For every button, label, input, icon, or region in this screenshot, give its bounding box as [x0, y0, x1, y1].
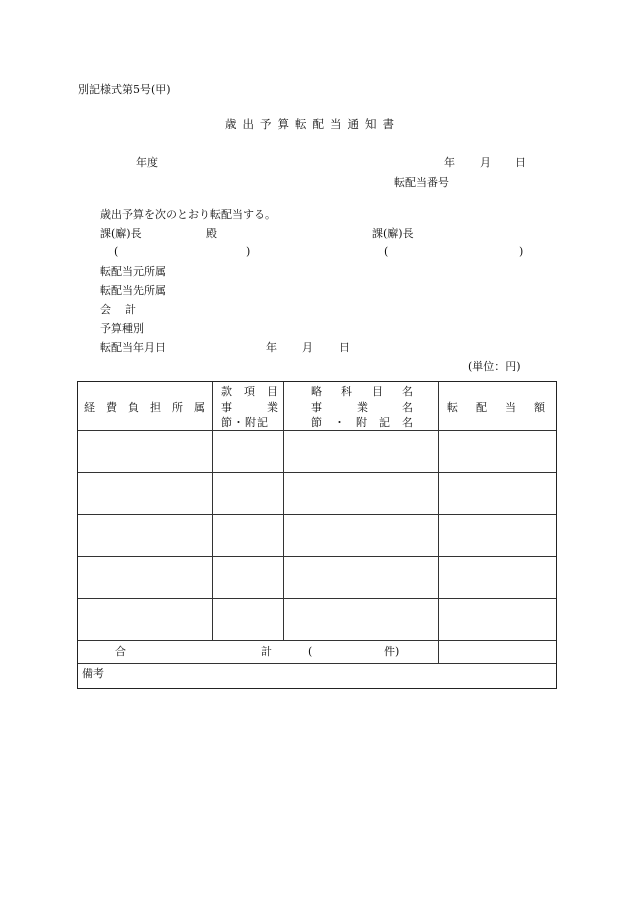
col2-row2-char: 事: [221, 401, 232, 414]
left-paren-open: (: [114, 245, 119, 258]
allotment-month-label: 月: [302, 341, 313, 354]
col1-char: 所: [172, 401, 183, 414]
fiscal-year-label: 年度: [136, 156, 158, 169]
intro-text: 歳出予算を次のとおり転配当する。: [100, 208, 276, 221]
col3-row2-char: 事: [311, 401, 322, 414]
col2-row1-char: 項: [244, 385, 255, 398]
remarks-label: 備考: [82, 667, 104, 680]
col4-char: 転: [447, 401, 458, 414]
row-divider-3: [78, 556, 556, 557]
col3-row2-char: 業: [357, 401, 368, 414]
col-divider-1: [212, 382, 213, 640]
col3-row3-char: 附: [356, 416, 367, 429]
left-paren-close: ): [246, 245, 251, 258]
col3-row2-char: 名: [402, 401, 413, 414]
date-day-label: 日: [515, 156, 526, 169]
col4-char: 当: [505, 401, 516, 414]
col3-row3-char: 名: [402, 416, 413, 429]
col2-row1-char: 款: [221, 385, 232, 398]
col2-row1-char: 目: [267, 385, 278, 398]
row-divider-5: [78, 640, 556, 641]
row-divider-total: [78, 663, 556, 664]
row-divider-2: [78, 514, 556, 515]
dest-dept-label: 転配当先所属: [100, 284, 166, 297]
date-year-label: 年: [444, 156, 455, 169]
col2-row2-char: 業: [267, 401, 278, 414]
col1-char: 経: [84, 401, 95, 414]
right-paren-close: ): [519, 245, 524, 258]
row-divider-header: [78, 430, 556, 431]
date-month-label: 月: [480, 156, 491, 169]
right-paren-open: (: [384, 245, 389, 258]
row-divider-4: [78, 598, 556, 599]
addressee-left-label: 課(廨)長: [100, 227, 142, 240]
account-label-a: 会: [100, 303, 111, 316]
col3-row3-char: 記: [379, 416, 390, 429]
total-label-a: 合: [115, 645, 126, 658]
col3-row3-char: ・: [334, 416, 345, 429]
source-dept-label: 転配当元所属: [100, 265, 166, 278]
budget-type-label: 予算種別: [100, 322, 144, 335]
col3-row1-char: 略: [311, 385, 322, 398]
col1-char: 費: [106, 401, 117, 414]
col4-char: 配: [476, 401, 487, 414]
allotment-date-label: 転配当年月日: [100, 341, 166, 354]
col3-row1-char: 科: [341, 385, 352, 398]
col3-row1-char: 名: [402, 385, 413, 398]
col1-char: 属: [194, 401, 205, 414]
honorific: 殿: [206, 227, 217, 240]
allotment-day-label: 日: [339, 341, 350, 354]
total-count-label: 件): [384, 645, 400, 658]
col-divider-2: [283, 382, 284, 640]
col4-char: 額: [534, 401, 545, 414]
allotment-year-label: 年: [266, 341, 277, 354]
col3-row3-char: 節: [311, 416, 322, 429]
col3-row1-char: 目: [372, 385, 383, 398]
allotment-number-label: 転配当番号: [394, 176, 449, 189]
unit-label: (単位：円): [468, 360, 521, 373]
row-divider-1: [78, 472, 556, 473]
total-count-paren: (: [308, 645, 313, 658]
col1-char: 担: [150, 401, 161, 414]
col-divider-3: [438, 382, 439, 664]
total-label-b: 計: [261, 645, 272, 658]
account-label-b: 計: [125, 303, 136, 316]
col2-row3-text: 節・附記: [221, 416, 269, 429]
document-title: 歳出予算転配当通知書: [225, 117, 400, 131]
addressee-right-label: 課(廨)長: [372, 227, 414, 240]
allotment-table: [77, 381, 557, 689]
col1-char: 負: [128, 401, 139, 414]
form-code: 別記様式第5号(甲): [78, 83, 171, 96]
